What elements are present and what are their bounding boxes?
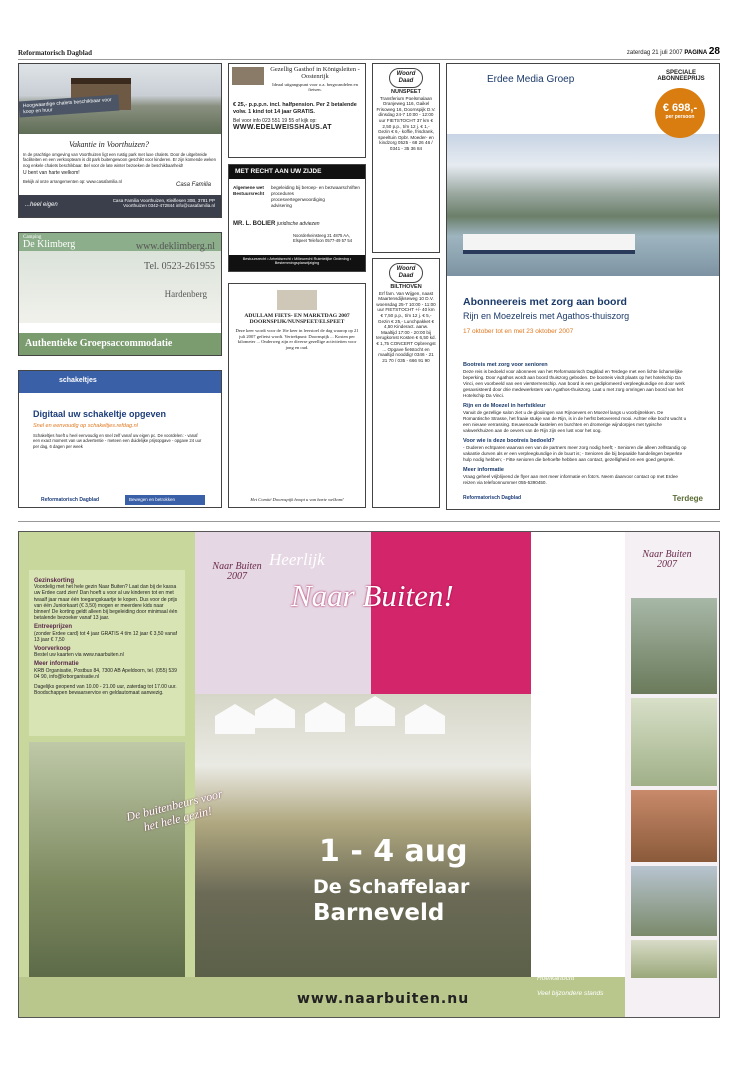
casa-logo: Casa Familia: [175, 182, 211, 188]
woord-daad-logo: Woord Daad: [389, 263, 423, 283]
activity-item: Kinderknutselen: [537, 913, 585, 921]
naar-buiten-logo: Naar Buiten 2007: [212, 561, 262, 582]
gasthof-title: Gezellig Gasthof in Königsleiten - Oostenrijk Ideaal uitgangspunt voor o.a. bergwandelen en fietsen.: [270, 66, 360, 92]
bolier-name: MR. L. BOLIER juridische adviezen: [233, 221, 320, 227]
camping-url: www.deklimberg.nl: [135, 241, 215, 252]
photo-classic-cars: [631, 598, 717, 694]
divider: [18, 521, 720, 522]
slogan: De buitenbeurs voor het hele gezin!: [124, 786, 224, 835]
adullam-subtitle: DOORNSPIJK/NUNSPEET/ELSPEET: [249, 318, 345, 325]
schakeltjes-brand: schakeltjes: [19, 371, 221, 393]
rd-logo: Reformatorisch Dagblad: [41, 497, 100, 503]
schakeltjes-title: Digitaal uw schakeltje opgeven: [33, 409, 167, 419]
camping-phone: Tel. 0523-261955: [144, 261, 215, 272]
activity-item: Tiroler Schnitzel Stube: [537, 728, 604, 736]
camping-name: Camping De Klimberg: [19, 233, 221, 251]
schakeltjes-body: Schakeltjes hoeft u heel eenvoudig en snel zelf vanaf uw eigen pc. De voordelen: - vanaf een exact moment van uw advertentie - meteen een duidelijke prijsopgave - opgave 24 uur per dag, 6 dagen per week: [33, 433, 202, 449]
bolier-headline: MET RECHT AAN UW ZIJDE: [229, 165, 365, 179]
activity-item: Tuinenroute: [537, 928, 572, 936]
photo-castle: [631, 866, 717, 936]
activity-item: Tien-span Shire-paarden: [537, 682, 610, 690]
camping-place: Hardenberg: [164, 289, 207, 299]
heerlijk-text: Heerlijk: [269, 550, 325, 569]
activity-item: Win een ballonvaart: [537, 836, 596, 844]
adullam-logo: [277, 290, 317, 310]
event-url[interactable]: www.naarbuiten.nu: [19, 977, 719, 1017]
activity-item: Boerenerf: [537, 820, 566, 828]
photo-label: Hoogwaardige chalets beschikbaar voor koop en huur: [19, 95, 120, 118]
photo-walker: [631, 940, 717, 978]
ship-shape: [463, 234, 635, 254]
erdee-subtitle: Rijn en Moezelreis met Agathos-thuiszorg: [463, 311, 630, 321]
page-number: 28: [708, 46, 720, 57]
paper-name: Reformatorisch Dagblad: [18, 49, 93, 57]
naar-buiten-logo-right: Naar Buiten 2007: [642, 549, 692, 570]
rhine-photo: [447, 134, 719, 276]
activity-item: Politiepaardentraining: [537, 651, 601, 659]
activity-item: Workshops: [537, 944, 570, 952]
page-info: zaterdag 21 juli 2007 PAGINA 28: [626, 46, 720, 57]
ad-camping[interactable]: [18, 232, 222, 356]
ad-vakantie[interactable]: [18, 63, 222, 218]
erdee-title: Abonneereis met zorg aan boord: [463, 296, 627, 308]
activity-item: Hoefkartocht: [537, 974, 575, 982]
bolier-services: Algemene wet Bestuursrecht begeleiding bij beroep- en bezwaarschriften procedures procesvertegenwoordiging advisering: [233, 185, 360, 208]
woord-daad-body: Transferium Poelsmalaan Oranjeweg 116, Gaikel Frisoweg 16, Doornspijk D.V. dinsdag 24-7 10:00 - 12:00 uur FIETSTOCHT 37 km € 2,50 p.p., t/m 12 j. € 1,- Gezin € 6,- koffie, frisdrank, speeltuin Opbr. Moeder- en kindzorg 0525 - 68 26 46 / 0341 - 35 36 84: [376, 95, 436, 151]
ad-title: Vakantie in Voorthuizen?: [69, 140, 149, 149]
activity-item: Expositie oldtimer bromfietsen: [537, 666, 626, 674]
activity-item: Demo motorzaagkunst: [537, 882, 604, 890]
adullam-body: Deze keer wordt voor de 16e keer in leerstoel de dag waarop op 21 juli 2007 gefietst wordt. Vertrekpunt: Doornspijk ... Kosten per kilometer ... Onderweg zijn er diverse gezellige activiteiten voor jong en oud.: [235, 328, 359, 350]
ad-woord-daad-nunspeet[interactable]: [372, 63, 440, 253]
children-photo: [29, 742, 185, 978]
woord-daad-logo: Woord Daad: [389, 68, 423, 88]
photo-tents: [631, 698, 717, 786]
page-header: [18, 46, 720, 60]
ad-woord-daad-bilthoven[interactable]: [372, 258, 440, 508]
ad-schakeltjes[interactable]: [18, 370, 222, 508]
activity-item: Zomeravond-samenzang: [537, 774, 611, 782]
ad-naar-buiten[interactable]: [18, 531, 720, 1018]
woord-daad-place: NUNSPEET: [391, 89, 421, 95]
activity-item: Vlot varen: [537, 851, 567, 859]
ad-footer: ...heel eigen Casa Familia Voorthuizen, Kleiflesen 30B, 3781 PP Voorthuizen 0342-472844 info@casafamilia.nl: [19, 195, 221, 217]
event-place-1: De Schaffelaar: [313, 876, 470, 898]
adullam-title: ADULLAM FIETS- EN MARKTDAG 2007: [244, 313, 350, 319]
naar-buiten-title: Naar Buiten!: [291, 578, 454, 613]
erdee-price: € 698,- per persoon: [655, 88, 705, 138]
ad-adullam[interactable]: [228, 283, 366, 508]
activity-item: Schapendrijven: [537, 713, 583, 721]
erdee-dates: 17 oktober tot en met 23 oktober 2007: [463, 328, 574, 335]
erdee-body: Bootreis met zorg voor senioren Deze reis is bedoeld voor abonnees van het Reformatorisch Dagblad en Terdege met een lichte lichamelijke beperking. Door Agathos wordt aan boord thuiszorg geboden. De bootreis vindt plaats op het hotelschip Da Vinci, een voorbeeld van een viersterrenschip. Aan boord is een gediplomeerd verpleegkundige en door werk gesaxsisteerd door drie medewerksters van Agathos-thuiszorg. Laat u met zorg omringen aan boord van het Hotelschip Da Vinci. Rijn en de Moezel in herfstkleur Vanuit de gezellige salon ziet u de glooiingen van Rijnoevers en Moezel langs u voorbijtrekken. De Romantische Strasse, het fraaie stukje van de Rijn, is in de herfst betoverend mooi. Achter elke bocht wacht u een nieuwe verrassing. Eeuwenoude kastelen en burchten en dromerige wijndorpjes met typische vakwerkhuizen aan de oevers van de Rijn zijn een lust voor het oog. Voor wie is deze bootreis bedoeld? - Ouderen echtparen waarvan een van de partners meer zorg nodig heeft; - Senioren die alleen zelfstandig op vakantie durven als er een verpleegkundige in de buurt is; - Senioren die bij bepaalde handelingen beperkte hulp nodig hebben; - Fitte senioren die behoefte hebben aan contact, gezelligheid en een goed gesprek. Meer informatie Vraag geheel vrijblijvend de flyer aan met meer informatie en foto's. Neem daarvoor contact op met Erdee reizen via telefoonnummer 055-5390450.: [463, 362, 687, 485]
ad-erdee[interactable]: [446, 63, 720, 510]
schakeltjes-subtitle: Snel en eenvoudig op schakeltjes.refdag.nl: [33, 423, 138, 429]
erdee-brand: Erdee Media Groep: [487, 74, 575, 85]
woord-daad-body: Erf fam. Van Wijgen, naast Maartensdijkseweg 10 D.V. woensdag 25-7 10:00 - 11:00 uur FIETSTOCHT +/- 40 km € 7,50 p.p., t/m 12 j. € 5,- Gezin € 25,- Lunchpakket € 4,50 Kinderact. aanw. Maaltijd 17:00 - 20:00 bij terugkomst Kosten € 6,50 kd. € 1,75 CONCERT Opbrengst ... Opgave fietstocht en maaltijd nooddig! 0346 - 21 21 70 / 035 - 666 91 90: [376, 290, 436, 363]
adullam-footer: Het Comité Doornspijk hoopt u van harte welkom!: [250, 497, 344, 503]
event-date: 1 - 4 aug: [319, 834, 468, 869]
activity-item: Tuinontwerpwedstrijd: [537, 805, 599, 813]
activity-item: Nordic Walking: [537, 790, 582, 798]
woord-daad-place: BILTHOVEN: [390, 284, 422, 290]
ad-body: In de prachtige omgeving van Voorthuizen ligt een rustig park met luxe chalets. Door de uitgebreide faciliteiten en een verkoopteam is dit park buitengewoon geschikt voor kinderen. Er zijn komende weken nog enkele chalets beschikbaar. Bel voor de late winter bezoeken de beschikbaarheid! U bent van harte welkom! Bekijk al onze arrangementen op: www.casafamilia.nl: [23, 152, 216, 184]
activity-item: Speelweide: [537, 759, 572, 767]
terdege-logo: Terdege: [672, 494, 703, 503]
activity-item: Demo Brandpreventie: [537, 743, 602, 751]
schakeltjes-banner: Bewegen en betrokken: [125, 495, 205, 505]
activity-item: Broekhuis 4x4 Event: [537, 636, 598, 643]
rd-logo: Reformatorisch Dagblad: [463, 495, 522, 501]
activity-item: Jachthoornblazers: [537, 959, 591, 967]
photo-market: [631, 790, 717, 862]
bolier-address: Noorderkeinsteeg 21 4875 AA, Elspeet Telefoon 0577-49 57 54: [293, 233, 353, 244]
erdee-special: SPECIALE ABONNEEPRIJS: [657, 70, 705, 82]
ad-gasthof[interactable]: [228, 63, 366, 158]
bolier-bar: Bestuursrecht • Arbeidsrecht • Milieurecht Ruimtelijke Ordening • Bestemmingsplanwijziging: [229, 255, 365, 271]
ad-bolier[interactable]: [228, 164, 366, 272]
activity-item: Veel bijzondere stands: [537, 990, 604, 998]
info-box: Gezinskorting Voordelig met het hele gezin Naar Buiten? Laat dan bij de kassa uw Erdee card zien! Dan hoeft u voor al uw kinderen tot en met twaalf jaar maar één toegangskaartje te kopen. Dus voor de prijs van één Juniorkaart (€ 3,50) mogen er meerdere kids naar binnen! De korting geldt alleen bij begeleiding door minimaal één betalende bezoeker vanaf 13 jaar. Entreeprijzen (zonder Erdee card) tot 4 jaar GRATIS 4 t/m 12 jaar € 3,50 vanaf 13 jaar € 7,50 Voorverkoop Bestel uw kaarten via www.naarbuiten.nl Meer informatie KRB Organisatie, Postbus 84, 7300 AB Apeldoorn, tel. (055) 539 04 90, info@krborganisatie.nl Dagelijks geopend van 10.00 - 21.00 uur, zaterdag tot 17.00 uur. Boodschappen bewaarservice en geldautomaat aanwezig.: [29, 570, 185, 736]
camping-slogan: Authentieke Groepsaccommodatie: [19, 333, 221, 355]
gasthof-call: Bel voor info 023 551 19 55 of kijk op:: [233, 118, 317, 124]
event-place-2: Barneveld: [313, 900, 445, 926]
activities-list: [537, 632, 625, 1002]
activity-item: Muzikaal Kinderfeest: [537, 867, 599, 875]
activity-item: Muziek- en Tamboerkorps: [537, 697, 613, 705]
gasthof-price: € 25,- p.p.p.n. incl. halfpension. Per 2 betalende volw. 1 kind tot 14 jaar GRATIS.: [233, 102, 357, 115]
gasthof-photo: [232, 67, 264, 85]
activity-item: Oldtimers: [537, 897, 566, 905]
gasthof-url[interactable]: WWW.EDELWEISSHAUS.AT: [233, 124, 332, 131]
